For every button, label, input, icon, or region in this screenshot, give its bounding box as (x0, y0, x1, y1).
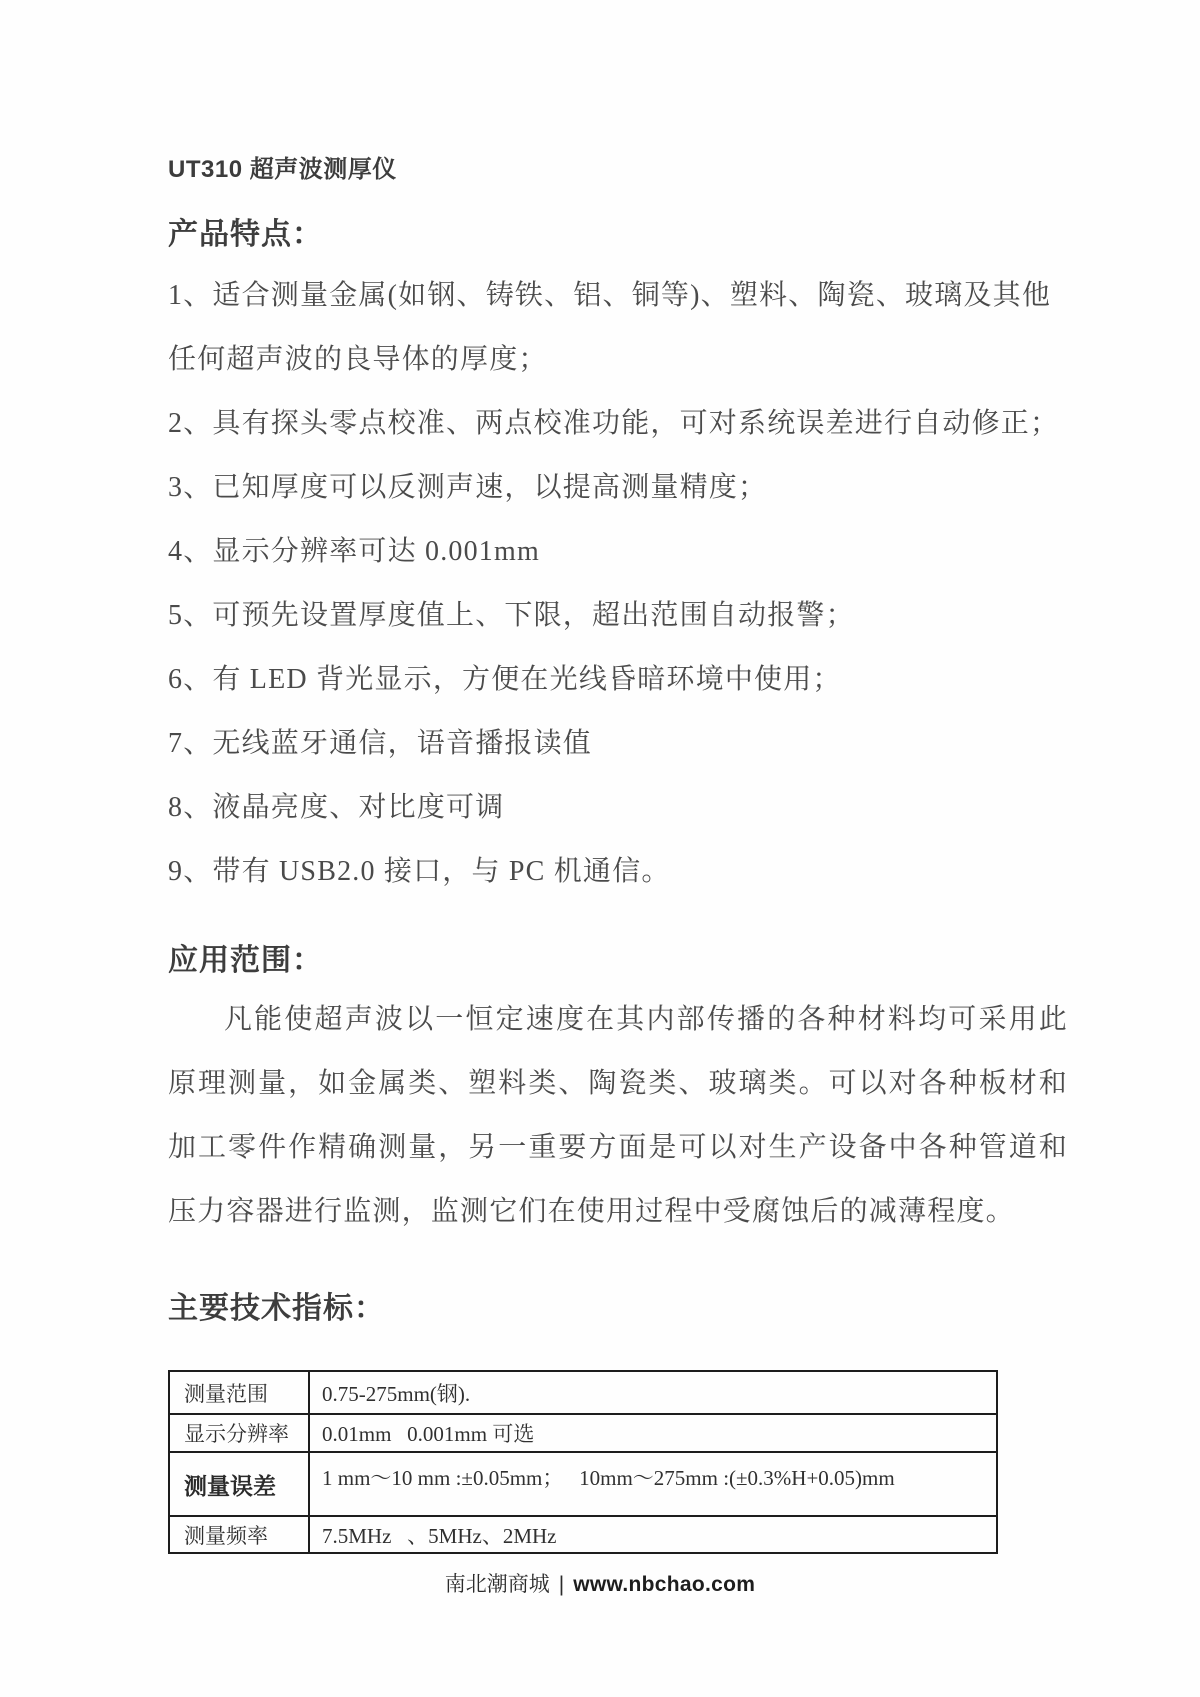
feature-item: 6、有 LED 背光显示，方便在光线昏暗环境中使用； (168, 664, 842, 695)
spec-value: 0.01mm 0.001mm 可选 (309, 1414, 997, 1452)
table-row (169, 1516, 997, 1553)
spec-label: 测量误差 (169, 1452, 309, 1516)
spec-value: 0.75-275mm(钢). (309, 1371, 997, 1414)
feature-item: 7、无线蓝牙通信，语音播报读值 (168, 728, 593, 759)
footer-separator-icon: | (558, 1573, 565, 1596)
specs-heading: 主要技术指标： (168, 1292, 385, 1325)
feature-item: 3、已知厚度可以反测声速，以提高测量精度； (168, 472, 768, 503)
footer-brand: 南北潮商城 (444, 1572, 550, 1596)
application-heading: 应用范围： (168, 944, 323, 977)
features-list (168, 264, 1068, 904)
feature-item: 4、显示分辨率可达 0.001mm (168, 536, 540, 567)
document-title: UT310 超声波测厚仪 (168, 156, 397, 183)
page-footer (0, 1568, 1200, 1598)
spec-label: 测量频率 (169, 1516, 309, 1553)
feature-item: 5、可预先设置厚度值上、下限，超出范围自动报警； (168, 600, 855, 631)
spec-value: 7.5MHz 、5MHz、2MHz (309, 1516, 997, 1553)
specs-table (168, 1370, 998, 1554)
feature-item: 1、适合测量金属(如钢、铸铁、铝、铜等)、塑料、陶瓷、玻璃及其他任何超声波的良导体的厚度； (168, 280, 1052, 375)
feature-item: 9、带有 USB2.0 接口，与 PC 机通信。 (168, 856, 671, 887)
spec-label: 显示分辨率 (169, 1414, 309, 1452)
table-row (169, 1414, 997, 1452)
spec-value: 1 mm～10 mm :±0.05mm； 10mm～275mm :(±0.3%H+0.05)mm (309, 1452, 997, 1516)
table-row (169, 1452, 997, 1516)
feature-item: 2、具有探头零点校准、两点校准功能，可对系统误差进行自动修正； (168, 408, 1060, 439)
features-heading: 产品特点： (168, 218, 323, 251)
document-content (168, 152, 1068, 1554)
table-row (169, 1371, 997, 1414)
application-paragraph: 凡能使超声波以一恒定速度在其内部传播的各种材料均可采用此原理测量，如金属类、塑料类、陶瓷类、玻璃类。可以对各种板材和加工零件作精确测量，另一重要方面是可以对生产设备中各种管道和压力容器进行监测，监测它们在使用过程中受腐蚀后的减薄程度。 (168, 1004, 1068, 1227)
footer-url: www.nbchao.com (573, 1573, 756, 1596)
spec-label: 测量范围 (169, 1371, 309, 1414)
specs-table-body (169, 1371, 997, 1553)
feature-item: 8、液晶亮度、对比度可调 (168, 792, 505, 823)
